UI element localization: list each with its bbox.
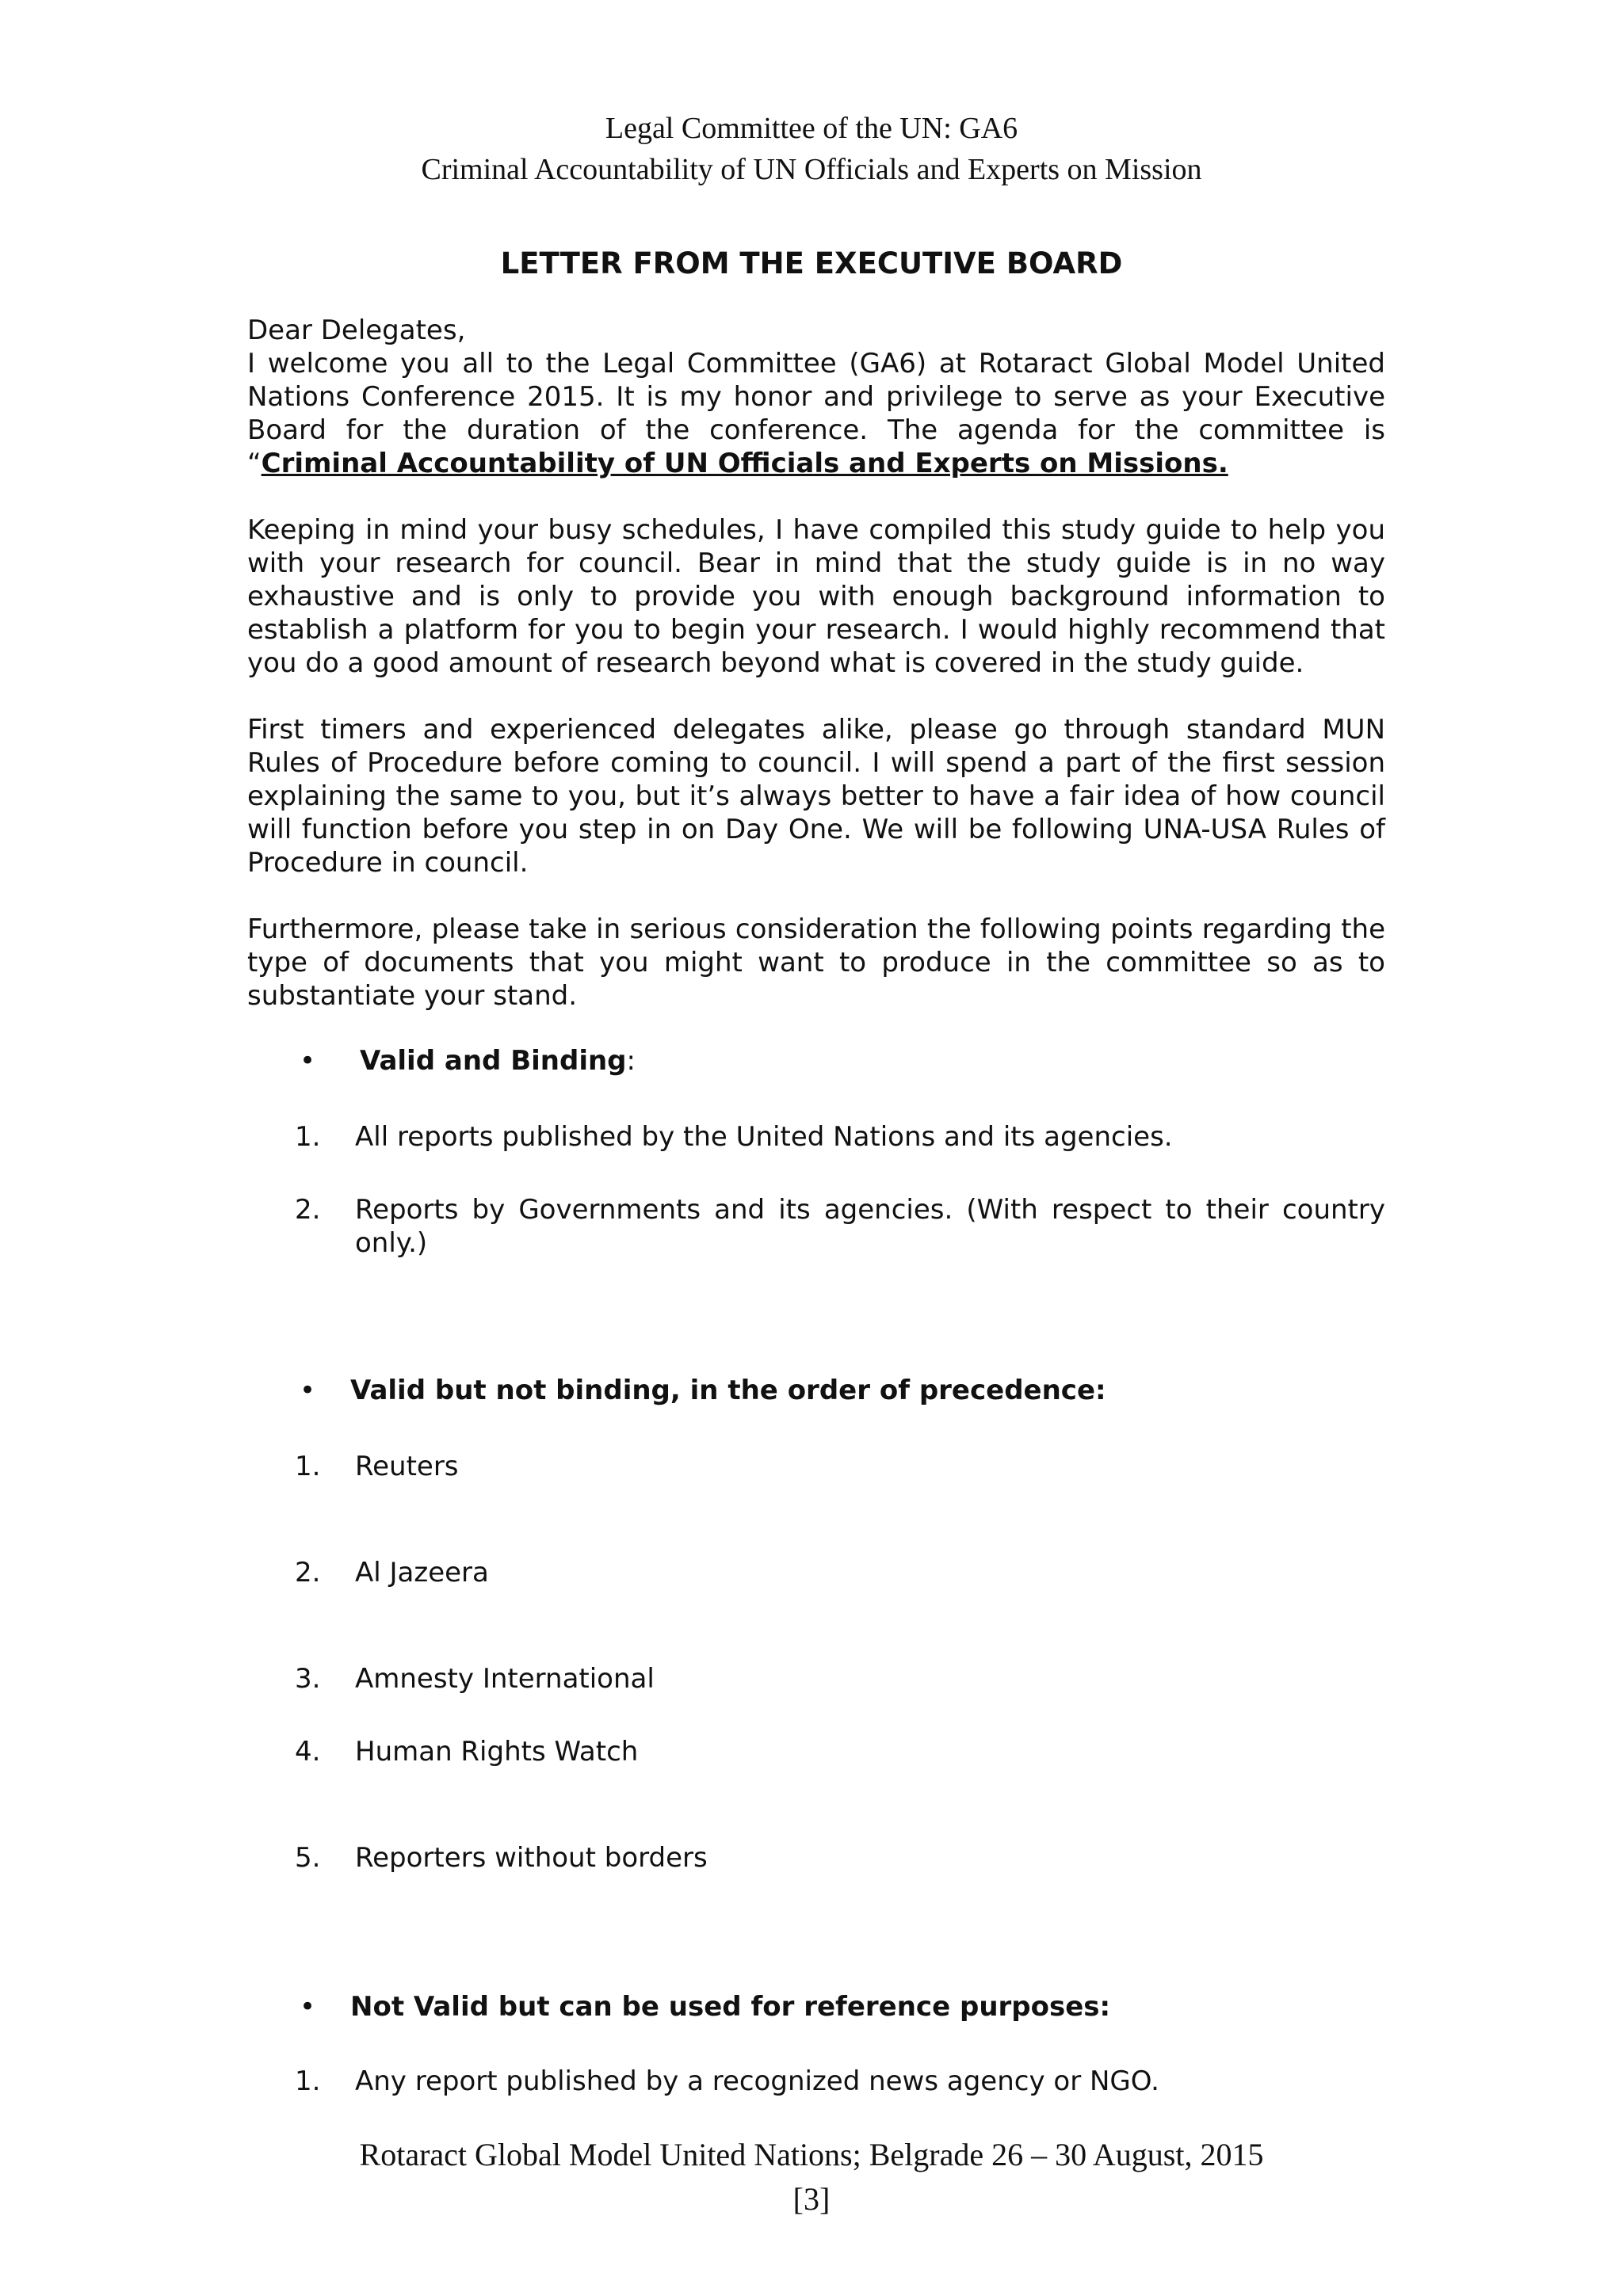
rules-paragraph: First timers and experienced delegates alike, please go through standard MUN Rules of Procedure before coming to council. I will spend a part of the first session explaining the same to you, but it’s always better to have a fair idea of how council will function before you step in on Day One. We will be following UNA-USA Rules of Procedure in council. (247, 714, 1385, 879)
intro-paragraph (247, 314, 1385, 480)
salutation: Dear Delegates, (247, 315, 466, 346)
document-page: Legal Committee of the UN: GA6 Criminal Accountability of UN Officials and Experts on Mission LETTER FROM THE EXECUTIVE BOARD Dear Delegates, I welcome you all to the Legal Committee (GA6) at Rotaract Global Model United Nations Conference 2015. It is my honor and privilege to serve as your Executive Board for the duration of the conference. The agenda for the committee is “Criminal Accountability of UN Officials and Experts on Missions. Keeping in mind your busy schedules, I have compiled this study guide to help you with your research for council. Bear in mind that the study guide is in no way exhaustive and is only to provide you with enough background information to establish a platform for you to begin your research. I would highly recommend that you do a good amount of research beyond what is covered in the study guide. First timers and experienced delegates alike, please go through standard MUN Rules of Procedure before coming to council. I will spend a part of the first session explaining the same to you, but it’s always better to have a fair idea of how council will function before you step in on Day One. We will be following UNA-USA Rules of Procedure in council. Furthermore, please take in serious consideration the following points regarding the type of documents that you might want to produce in the committee so as to substantiate your stand. • Valid and Binding: 1. All reports published by the United Nations and its agencies. 2. Reports by Governments and its agencies. (With respect to their country only.) • Valid but not binding, in the order of precedence: 1. Reuters 2. Al Jazeera 3. Amnesty International 4. Human Rights Watch 5. Reporters without borders • Not Valid but can be used for reference purposes: 1. Any report published by a recognized news agency or NGO. Rotaract Global Model United Nations; Belgrade 26 – 30 August, 2015 [3] (0, 0, 1623, 2296)
header-topic: Criminal Accountability of UN Officials and Experts on Mission (421, 153, 1202, 186)
letter-body (247, 314, 1385, 1013)
running-header (0, 108, 1623, 190)
bullet-icon: • (300, 1991, 316, 2023)
section-heading: Not Valid but can be used for reference purposes: (350, 1991, 1111, 2023)
agenda-title: Criminal Accountability of UN Officials and Experts on Missions. (261, 448, 1228, 479)
study-guide-paragraph: Keeping in mind your busy schedules, I have compiled this study guide to help you with your research for council. Bear in mind that the study guide is in no way exhaustive and is only to provide you with enough background information to establish a platform for you to begin your research. I would highly recommend that you do a good amount of research beyond what is covered in the study guide. (247, 514, 1385, 679)
bullet-icon: • (300, 1375, 316, 1406)
running-footer (0, 2133, 1623, 2222)
header-committee: Legal Committee of the UN: GA6 (605, 112, 1018, 145)
documents-paragraph: Furthermore, please take in serious consideration the following points regarding the type of documents that you might want to produce in the committee so as to substantiate your stand. (247, 913, 1385, 1012)
letter-title: LETTER FROM THE EXECUTIVE BOARD (500, 246, 1123, 280)
footer-conference: Rotaract Global Model United Nations; Belgrade 26 – 30 August, 2015 (359, 2137, 1264, 2172)
section-heading: Valid but not binding, in the order of precedence: (350, 1375, 1106, 1406)
intro-text: I welcome you all to the Legal Committee (GA6) at Rotaract Global Model United Nations Conference 2015. It is my honor and privilege to serve as your Executive Board for the duration of the conference. The agenda for the committee is “ (247, 348, 1385, 479)
page-number: [3] (792, 2181, 831, 2217)
bullet-icon: • (300, 1045, 316, 1077)
section-heading: Valid and Binding: (360, 1045, 636, 1077)
